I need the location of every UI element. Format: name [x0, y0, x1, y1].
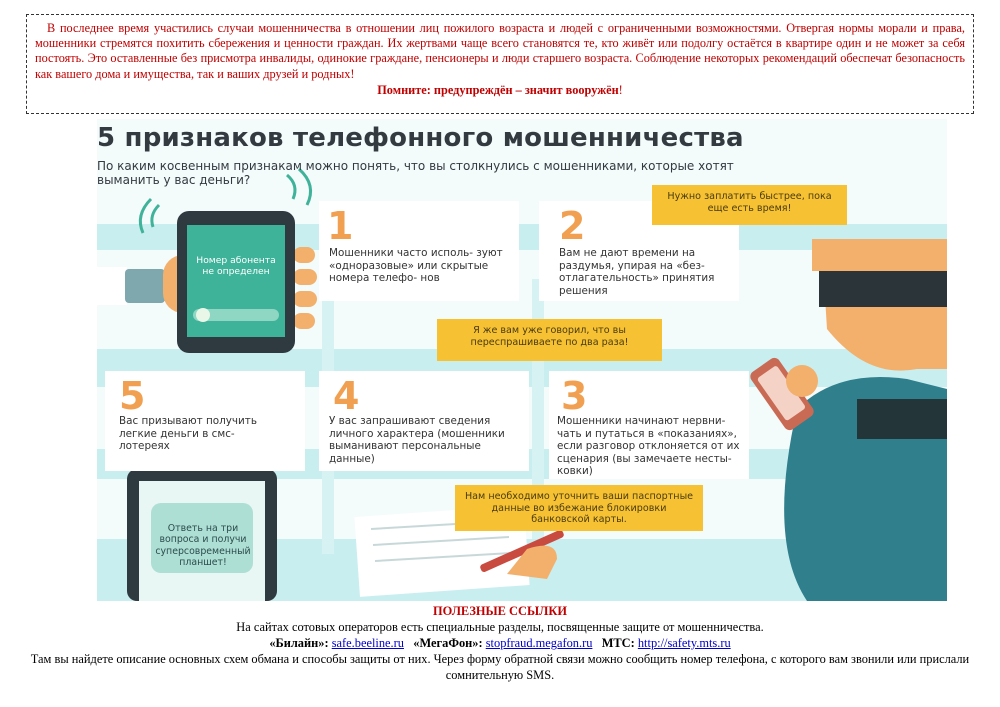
sign-text-5: Вас призывают получить легкие деньги в смс-лотереях: [119, 415, 257, 453]
links-intro: На сайтах сотовых операторов есть специальные разделы, посвященные защите от мошенничества.: [236, 620, 764, 634]
sign-number-5: 5: [119, 374, 146, 418]
operator-links: [0, 635, 1000, 651]
sign-text-2: Вам не дают времени на раздумья, упирая на «без- отлагательность» принятия решения: [559, 247, 715, 297]
speech-bubble-3: Нам необходимо уточнить ваши паспортные данные во избежание блокировки банковской карты.: [455, 485, 703, 531]
beeline-link[interactable]: safe.beeline.ru: [331, 636, 404, 650]
motto-text: Помните: предупреждён – значит вооружён: [377, 82, 619, 97]
motto-tail: !: [618, 82, 623, 97]
megafon-link[interactable]: stopfraud.megafon.ru: [485, 636, 593, 650]
speech-bubble-1: Нужно заплатить быстрее, пока еще есть время!: [652, 185, 847, 225]
infographic-title: 5 признаков телефонного мошенничества: [97, 123, 744, 153]
mts-label: МТС:: [601, 636, 635, 650]
sign-text-3: Мошенники начинают нервни- чать и путаться в «показаниях», если разговор отклоняется от их сценария (вы замечаете несты- ковки): [557, 415, 740, 478]
speech-bubble-2: Я же вам уже говорил, что вы переспрашиваете по два раза!: [437, 319, 662, 361]
infographic: [97, 119, 947, 601]
useful-links: [0, 603, 1000, 683]
sign-text-4: У вас запрашивают сведения личного характера (мошенники выманивают персональные данные): [329, 415, 505, 465]
megafon-label: «МегаФон»:: [413, 636, 483, 650]
sign-card-3: [549, 371, 749, 479]
sign-card-5: [105, 371, 305, 471]
warning-notice: [26, 14, 974, 114]
sign-card-4: [319, 371, 529, 471]
sign-number-2: 2: [559, 204, 586, 248]
sign-number-1: 1: [327, 204, 354, 248]
sign-text-1: Мошенники часто исполь- зуют «одноразовые» или скрытые номера телефо- нов: [329, 247, 503, 285]
links-outro: Там вы найдете описание основных схем обмана и способы защиты от них. Через форму обратной связи можно сообщить номер телефона, с которого вам звонили или прислали сомнительную SMS.: [30, 652, 970, 682]
phone-screen-text: Номер абонента не определен: [196, 255, 276, 277]
sign-card-1: [319, 201, 519, 301]
links-heading: ПОЛЕЗНЫЕ ССЫЛКИ: [433, 604, 567, 618]
beeline-label: «Билайн»:: [269, 636, 329, 650]
sign-number-4: 4: [333, 374, 360, 418]
tablet-screen-text: Ответь на три вопроса и получи суперсовременный планшет!: [155, 523, 251, 569]
notice-motto: [35, 83, 965, 98]
notice-text: В последнее время участились случаи мошенничества в отношении лиц пожилого возраста и людей с ограниченными возможностями. Отвергая нормы морали и права, мошенники стремятся похитить сбережения и ценности граждан. Их жертвами чаще всего становятся те, кто живёт или подолгу остаётся в квартире один и не может за себя постоять. Это оставленные без присмотра инвалиды, одинокие граждане, пенсионеры и люди старшего возраста. Соблюдение некоторых рекомендаций обеспечат безопасность как вашего дома и имущества, так и ваших друзей и родных!: [35, 21, 965, 81]
infographic-subtitle: По каким косвенным признакам можно понять, что вы столкнулись с мошенниками, которые хотят выманить у вас деньги?: [97, 159, 734, 187]
sign-number-3: 3: [561, 374, 588, 418]
mts-link[interactable]: http://safety.mts.ru: [637, 636, 731, 650]
